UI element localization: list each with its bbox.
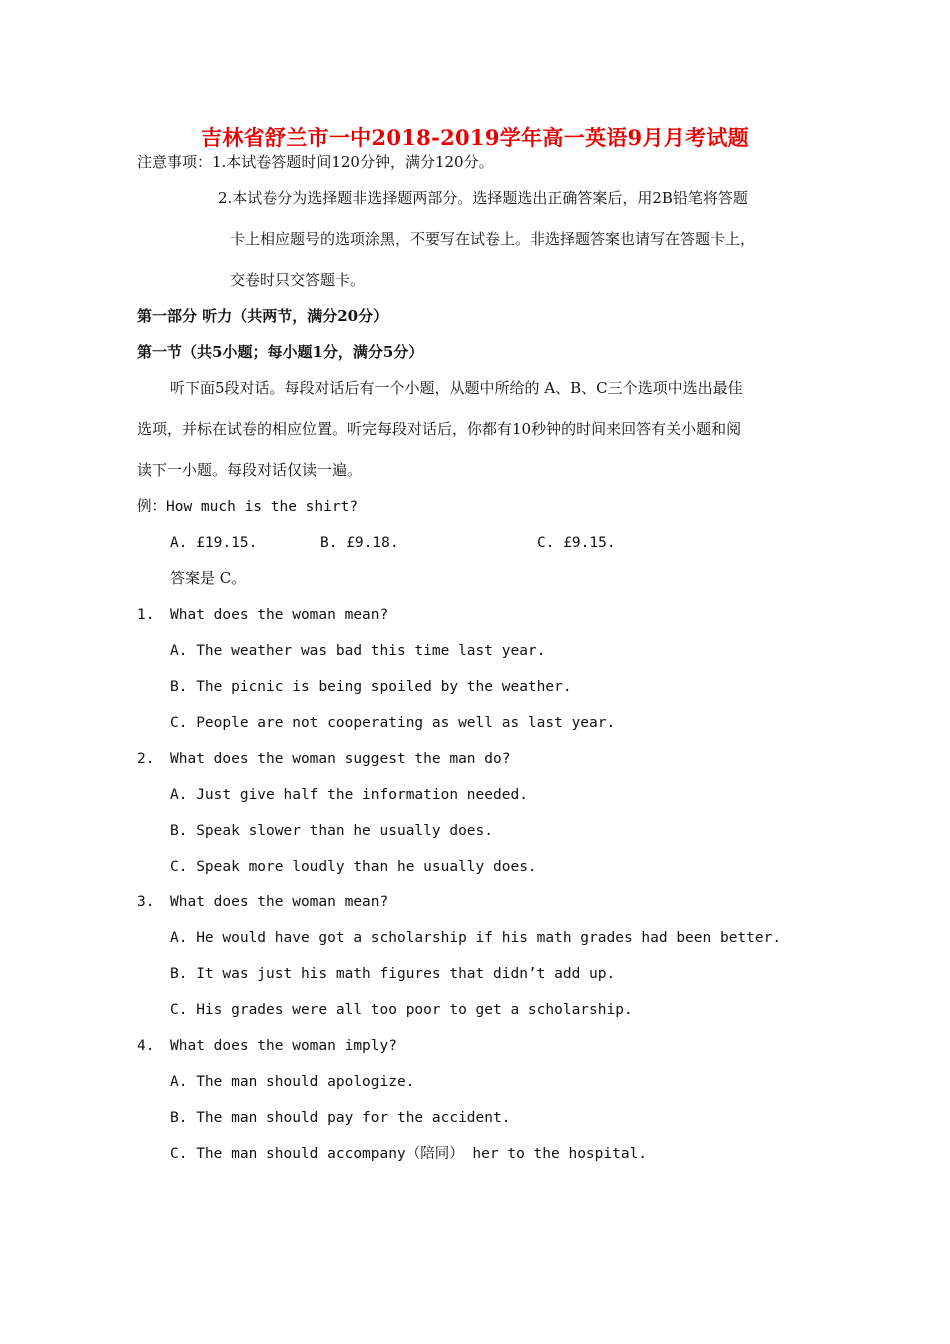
answer-option: A. Just give half the information needed.: [170, 787, 528, 803]
notes-line-3: 卡上相应题号的选项涂黑，不要写在试卷上。非选择题答案也请写在答题卡上，: [230, 230, 756, 248]
example-option-a: A. £19.15.: [170, 535, 258, 551]
page-title: 吉林省舒兰市一中2018-2019学年高一英语9月月考试题: [201, 125, 749, 150]
instructions-line-2: 选项，并标在试卷的相应位置。听完每段对话后，你都有10秒钟的时间来回答有关小题和阅: [137, 420, 742, 438]
question-text: What does the woman imply?: [170, 1038, 397, 1054]
notes-line-1: 注意事项：1.本试卷答题时间120分钟，满分120分。: [137, 153, 494, 171]
instructions-line-1: 听下面5段对话。每段对话后有一个小题，从题中所给的 A、B、C三个选项中选出最佳: [170, 379, 743, 397]
answer-option: C. His grades were all too poor to get a scholarship.: [170, 1002, 633, 1018]
example-option-c: C. £9.15.: [537, 535, 616, 551]
answer-option: A. The weather was bad this time last year.: [170, 643, 546, 659]
answer-option: B. It was just his math figures that didn’t add up.: [170, 966, 616, 982]
answer-option: A. He would have got a scholarship if his math grades had been better.: [170, 930, 782, 946]
example-answer: 答案是 C。: [170, 569, 247, 587]
answer-option: A. The man should apologize.: [170, 1074, 415, 1090]
question-text: What does the woman mean?: [170, 894, 389, 910]
section-heading: 第一节（共5小题；每小题1分，满分5分）: [137, 343, 424, 361]
answer-option: B. The man should pay for the accident.: [170, 1110, 511, 1126]
part-heading: 第一部分 听力（共两节，满分20分）: [137, 307, 389, 325]
answer-option: C. The man should accompany（陪同） her to the hospital.: [170, 1146, 648, 1162]
question-text: What does the woman suggest the man do?: [170, 751, 511, 767]
notes-line-2: 2.本试卷分为选择题非选择题两部分。选择题选出正确答案后，用2B铅笔将答题: [218, 189, 748, 207]
answer-option: C. Speak more loudly than he usually does.: [170, 859, 537, 875]
question-text: What does the woman mean?: [170, 607, 389, 623]
question-number: 4.: [137, 1038, 155, 1054]
notes-line-4: 交卷时只交答题卡。: [230, 271, 366, 289]
example-option-b: B. £9.18.: [320, 535, 399, 551]
answer-option: B. Speak slower than he usually does.: [170, 823, 494, 839]
example-question: 例：How much is the shirt?: [137, 499, 359, 515]
question-number: 3.: [137, 894, 155, 910]
question-number: 1.: [137, 607, 155, 623]
answer-option: B. The picnic is being spoiled by the weather.: [170, 679, 572, 695]
instructions-line-3: 读下一小题。每段对话仅读一遍。: [137, 461, 363, 479]
question-number: 2.: [137, 751, 155, 767]
answer-option: C. People are not cooperating as well as last year.: [170, 715, 616, 731]
